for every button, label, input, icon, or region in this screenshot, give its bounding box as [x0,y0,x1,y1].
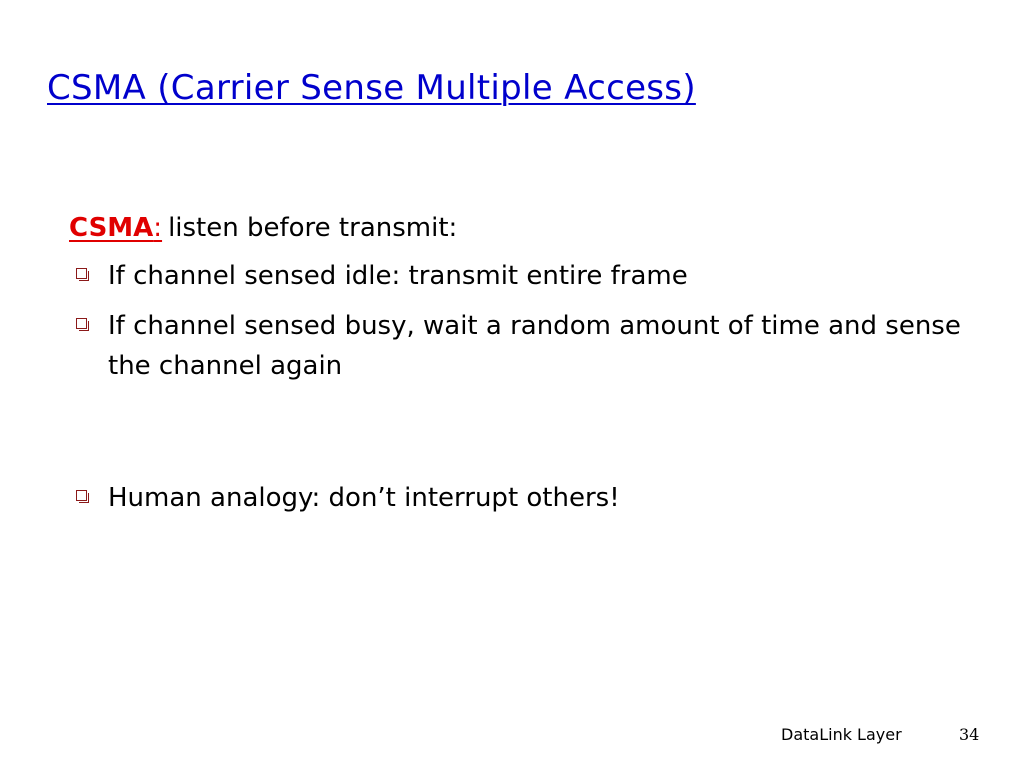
intro-line [69,208,999,248]
intro-text: listen before transmit: [168,213,458,243]
bullet-text: If channel sensed idle: transmit entire frame [108,261,688,291]
hollow-square-bullet-icon [76,318,89,331]
bullet-item [69,478,999,518]
footer-label: DataLink Layer [781,725,902,744]
page-number: 34 [959,725,980,744]
bullet-text: Human analogy: don’t interrupt others! [108,483,620,513]
bullet-item [69,256,999,296]
slide-title: CSMA (Carrier Sense Multiple Access) [47,68,696,108]
bullet-item [69,306,999,386]
bullet-text: If channel sensed busy, wait a random amount of time and sense the channel again [108,311,961,381]
hollow-square-bullet-icon [76,268,89,281]
slide-content [69,208,999,518]
csma-term-colon: : [153,213,163,243]
hollow-square-bullet-icon [76,490,89,503]
csma-term: CSMA [69,213,154,243]
